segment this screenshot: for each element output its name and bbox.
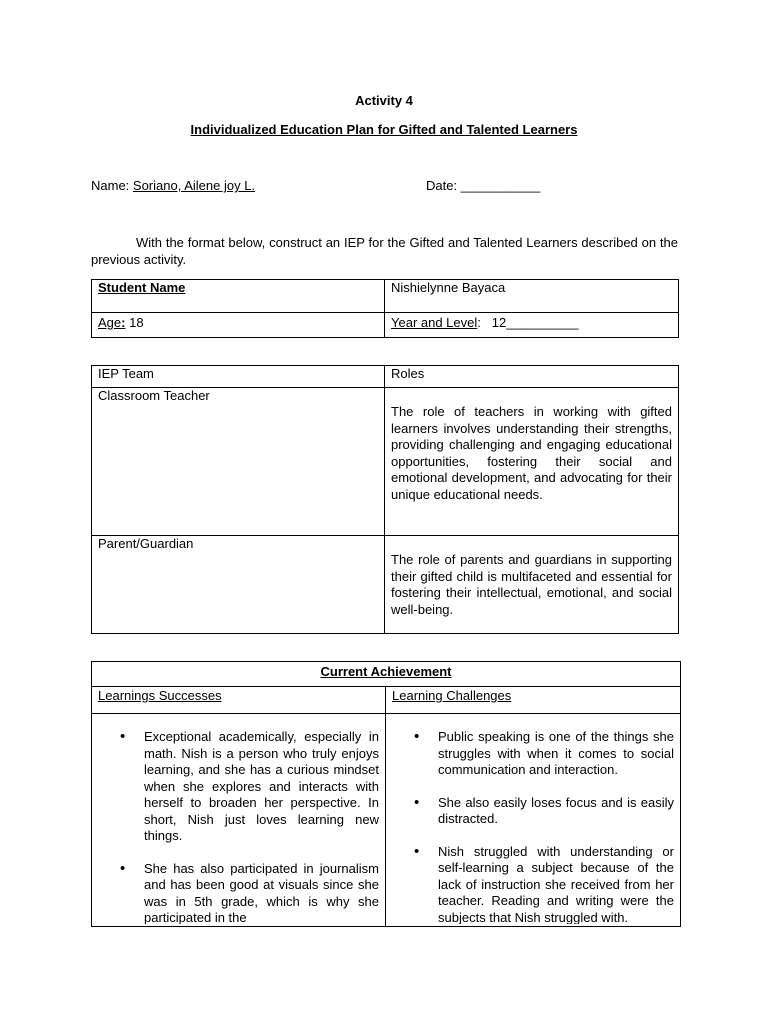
challenges-clip xyxy=(392,729,674,924)
challenges-header-cell xyxy=(386,687,681,714)
student-name-label: Student Name xyxy=(98,280,186,295)
date-label: Date: xyxy=(426,178,461,193)
student-info-table xyxy=(91,279,679,338)
iep-team-table xyxy=(91,365,679,634)
student-name-label-cell xyxy=(92,280,385,313)
name-label: Name: xyxy=(91,178,133,193)
year-level-value: 12 xyxy=(480,315,507,330)
age-cell xyxy=(92,313,385,338)
age-colon: : xyxy=(121,315,126,330)
age-value: 18 xyxy=(125,315,144,330)
table-row xyxy=(92,714,681,927)
team-role-cell: The role of teachers in working with gifted learners involves understanding their strengths, providing challenging and engaging educational opportunities, fostering their social and emotional development, and advocating for their unique educational needs. xyxy=(385,388,679,536)
table-row xyxy=(92,313,679,338)
date-blank: ___________ xyxy=(460,178,541,193)
student-name-value: Nishielynne Bayaca xyxy=(391,280,506,295)
list-item: • Public speaking is one of the things she struggles with when it comes to social communication and interaction. xyxy=(438,729,674,779)
age-label: Age xyxy=(98,315,122,330)
roles-header: Roles xyxy=(385,366,679,388)
list-item: • She also easily loses focus and is easily distracted. xyxy=(438,795,674,828)
challenges-list xyxy=(392,729,674,924)
challenges-cell xyxy=(386,714,681,927)
name-line xyxy=(91,178,255,193)
name-value: Soriano, Ailene joy L. xyxy=(132,178,256,193)
year-level-colon: : xyxy=(477,315,481,330)
year-level-label: Year and Level xyxy=(391,315,478,330)
table-header-row xyxy=(92,662,681,687)
table-header-row xyxy=(92,366,679,388)
year-level-blank: __________ xyxy=(506,315,579,330)
successes-list xyxy=(98,729,379,924)
current-achievement-table xyxy=(91,661,681,927)
table-row xyxy=(92,388,679,536)
successes-cell xyxy=(92,714,386,927)
instructions-paragraph: With the format below, construct an IEP for the Gifted and Talented Learners described on the previous activity. xyxy=(91,235,678,267)
current-achievement-title: Current Achievement xyxy=(92,662,681,687)
iep-team-header: IEP Team xyxy=(92,366,385,388)
student-name-value-cell xyxy=(385,280,679,313)
year-level-cell xyxy=(385,313,679,338)
list-item: • Nish struggled with understanding or self-learning a subject because of the lack of instruction she received from her teacher. Reading and writing were the subjects that Nish struggled with. xyxy=(438,844,674,925)
date-line xyxy=(426,178,540,193)
successes-header: Learnings Successes xyxy=(98,688,222,703)
list-item: • Exceptional academically, especially in math. Nish is a person who truly enjoys learning, and she has a curious mindset when she explores and interacts with herself to broaden her perspective. In short, Nish just loves learning new things. xyxy=(144,729,379,845)
successes-clip xyxy=(98,729,379,924)
table-row xyxy=(92,280,679,313)
table-header-row xyxy=(92,687,681,714)
list-item: • She has also participated in journalism and has been good at visuals since she was in 5th grade, which is why she participated in the xyxy=(144,861,379,925)
team-member-cell: Classroom Teacher xyxy=(92,388,385,536)
activity-heading: Activity 4 xyxy=(355,93,413,108)
team-role-cell: The role of parents and guardians in supporting their gifted child is multifaceted and essential for fostering their intellectual, emotional, and social well-being. xyxy=(385,536,679,634)
document-title: Individualized Education Plan for Gifted and Talented Learners xyxy=(190,122,578,137)
table-row xyxy=(92,536,679,634)
team-member-cell: Parent/Guardian xyxy=(92,536,385,634)
challenges-header: Learning Challenges xyxy=(392,688,512,703)
successes-header-cell xyxy=(92,687,386,714)
